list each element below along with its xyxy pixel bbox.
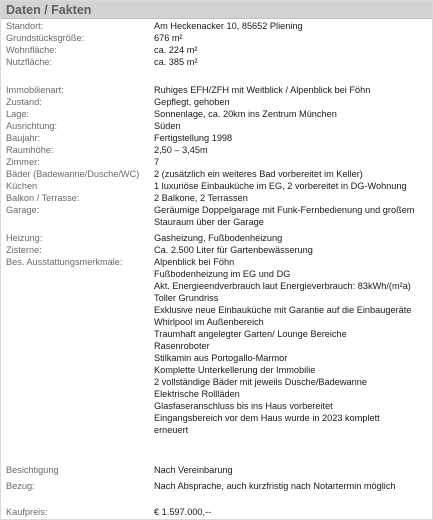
immobilienart-value: Ruhiges EFH/ZFH mit Weitblick / Alpenblick bei Föhn (154, 85, 371, 95)
baujahr-value: Fertigstellung 1998 (154, 133, 233, 143)
kuechen-value: 1 luxuriöse Einbauküche im EG, 2 vorbereitet in DG-Wohnung (154, 181, 407, 191)
row-ausstattung-5 (1, 317, 433, 328)
kaufpreis-label: Kaufpreis: (6, 507, 48, 517)
lage-value: Sonnenlage, ca. 20km ins Zentrum München (154, 109, 337, 119)
besichtigung-value: Nach Vereinbarung (154, 465, 233, 475)
baujahr-label: Baujahr: (6, 133, 41, 143)
heizung-value: Gasheizung, Fußbodenheizung (154, 233, 283, 243)
ausrichtung-value: Süden (154, 121, 181, 131)
garage-label: Garage: (6, 205, 40, 215)
zimmer-value: 7 (154, 157, 160, 167)
grundstueck-value: 676 m² (154, 33, 183, 43)
kaufpreis-value: € 1.597.000,-- (154, 507, 212, 517)
row-zimmer (1, 157, 433, 168)
row-ausstattung-13 (1, 413, 433, 424)
row-zisterne (1, 245, 433, 256)
row-nutzflaeche (1, 57, 433, 68)
row-ausstattung-2 (1, 281, 433, 292)
ausstattung-item: erneuert (154, 425, 189, 435)
grundstueck-label: Grundstücksgröße: (6, 33, 85, 43)
row-zustand (1, 97, 433, 108)
row-garage-cont (1, 217, 433, 228)
zimmer-label: Zimmer: (6, 157, 40, 167)
zisterne-label: Zisterne: (6, 245, 42, 255)
ausstattung-item: Eingangsbereich vor dem Haus wurde in 2023 komplett (154, 413, 380, 423)
row-ausstattung-14 (1, 425, 433, 436)
bezug-label: Bezug: (6, 481, 35, 491)
ausstattung-item: 2 vollständige Bäder mit jeweils Dusche/Badewanne (154, 377, 367, 387)
heizung-label: Heizung: (6, 233, 43, 243)
balkon-label: Balkon / Terrasse: (6, 193, 80, 203)
row-ausstattung-12 (1, 401, 433, 412)
kuechen-label: Küchen (6, 181, 38, 191)
ausstattung-item: Komplette Unterkellerung der Immobilie (154, 365, 316, 375)
section-title: Daten / Fakten (1, 1, 432, 19)
row-ausstattung-8 (1, 353, 433, 364)
raumhoehe-label: Raumhöhe: (6, 145, 54, 155)
row-kaufpreis (1, 507, 433, 518)
standort-label: Standort: (6, 21, 44, 31)
ausstattung-item: Fußbodenheizung im EG und DG (154, 269, 291, 279)
row-kuechen (1, 181, 433, 192)
row-lage (1, 109, 433, 120)
ausstattung-item: Stilkamin aus Portogallo-Marmor (154, 353, 288, 363)
wohnflaeche-value: ca. 224 m² (154, 45, 198, 55)
row-balkon (1, 193, 433, 204)
row-standort (1, 21, 433, 32)
row-heizung (1, 233, 433, 244)
row-ausstattung-4 (1, 305, 433, 316)
row-ausstattung-7 (1, 341, 433, 352)
row-raumhoehe (1, 145, 433, 156)
zisterne-value: Ca. 2.500 Liter für Gartenbewässerung (154, 245, 313, 255)
row-bezug (1, 481, 433, 492)
ausstattung-item: Exklusive neue Einbauküche mit Garantie auf die Einbaugeräte (154, 305, 412, 315)
balkon-value: 2 Balkone, 2 Terrassen (154, 193, 248, 203)
lage-label: Lage: (6, 109, 29, 119)
nutzflaeche-value: ca. 385 m² (154, 57, 198, 67)
raumhoehe-value: 2,50 – 3,45m (154, 145, 208, 155)
baeder-value: 2 (zusätzlich ein weiteres Bad vorbereitet im Keller) (154, 169, 363, 179)
baeder-label: Bäder (Badewanne/Dusche/WC) (6, 169, 140, 179)
row-ausstattung-6 (1, 329, 433, 340)
ausstattung-item: Elektrische Rollläden (154, 389, 240, 399)
ausstattung-item: Alpenblick bei Föhn (154, 257, 235, 267)
nutzflaeche-label: Nutzfläche: (6, 57, 52, 67)
ausrichtung-label: Ausrichtung: (6, 121, 58, 131)
ausstattung-item: Rasenroboter (154, 341, 210, 351)
bezug-value: Nach Absprache, auch kurzfristig nach Notartermin möglich (154, 481, 396, 491)
row-besichtigung (1, 465, 433, 476)
row-immobilienart (1, 85, 433, 96)
row-ausstattung-3 (1, 293, 433, 304)
row-ausstattung (1, 257, 433, 268)
ausstattung-item: Akt. Energieendverbrauch laut Energieverbrauch: 83kWh/(m²a) (154, 281, 411, 291)
row-wohnflaeche (1, 45, 433, 56)
row-ausstattung-1 (1, 269, 433, 280)
zustand-label: Zustand: (6, 97, 42, 107)
ausstattung-item: Whirlpool im Außenbereich (154, 317, 264, 327)
garage-value: Geräumige Doppelgarage mit Funk-Fernbedienung und großem (154, 205, 415, 215)
row-grundstueck (1, 33, 433, 44)
ausstattung-item: Traumhaft angelegter Garten/ Lounge Bereiche (154, 329, 347, 339)
row-ausstattung-10 (1, 377, 433, 388)
row-garage (1, 205, 433, 216)
row-ausstattung-11 (1, 389, 433, 400)
row-ausrichtung (1, 121, 433, 132)
wohnflaeche-label: Wohnfläche: (6, 45, 57, 55)
garage-value-cont: Stauraum über der Garage (154, 217, 264, 227)
ausstattung-label: Bes. Ausstattungsmerkmale: (6, 257, 123, 267)
zustand-value: Gepflegt, gehoben (154, 97, 230, 107)
besichtigung-label: Besichtigung (6, 465, 59, 475)
row-baujahr (1, 133, 433, 144)
ausstattung-item: Toller Grundriss (154, 293, 219, 303)
standort-value: Am Heckenacker 10, 85652 Pliening (154, 21, 303, 31)
row-ausstattung-9 (1, 365, 433, 376)
ausstattung-item: Glasfaseranschluss bis ins Haus vorbereitet (154, 401, 333, 411)
row-baeder (1, 169, 433, 180)
immobilienart-label: Immobilienart: (6, 85, 64, 95)
